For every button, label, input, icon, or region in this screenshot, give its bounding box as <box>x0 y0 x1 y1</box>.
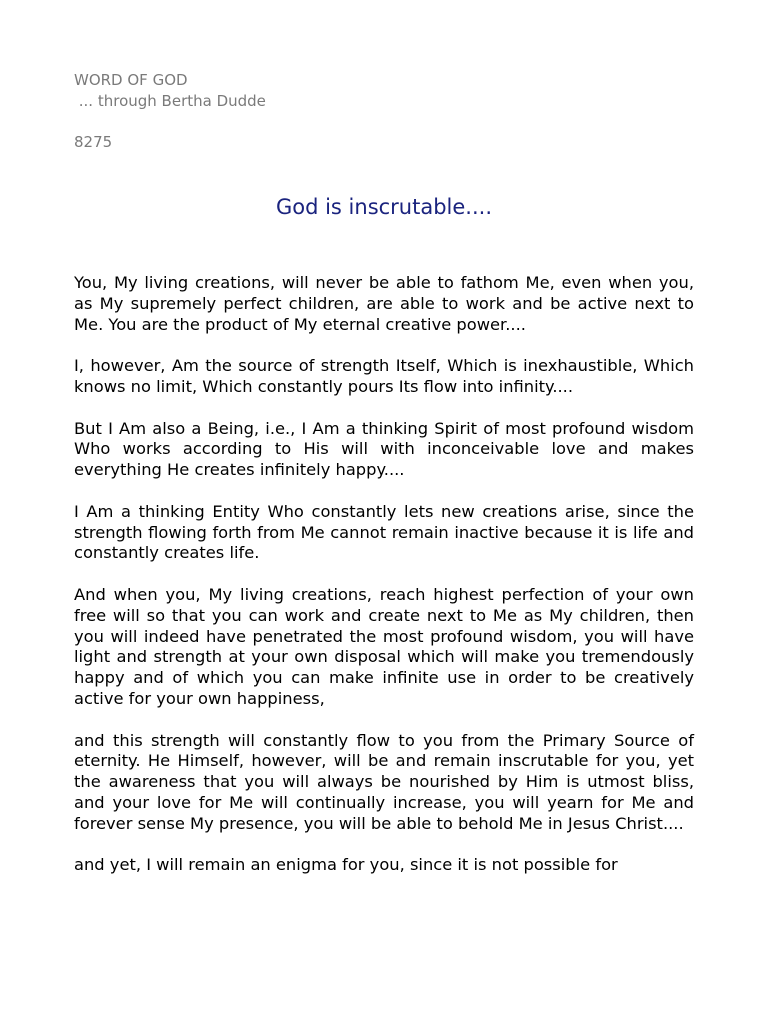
paragraph: And when you, My living creations, reach highest perfection of your own free will so that you can work and create next to Me as My children, then you will indeed have penetrated the most profound wisdom, you will have light and strength at your own disposal which will make you tremendously happy and of which you can make infinite use in order to be creatively active for your own happiness, <box>74 584 694 708</box>
document-number: 8275 <box>74 133 113 151</box>
paragraph: I Am a thinking Entity Who constantly lets new creations arise, since the strength flowing forth from Me cannot remain inactive because it is life and constantly creates life. <box>74 501 694 563</box>
paragraph: and this strength will constantly flow to you from the Primary Source of eternity. He Himself, however, will be and remain inscrutable for you, yet the awareness that you will always be nourished by Him is utmost bliss, and your love for Me will continually increase, you will yearn for Me and forever sense My presence, you will be able to behold Me in Jesus Christ.... <box>74 730 694 833</box>
document-body <box>74 273 694 876</box>
paragraph: and yet, I will remain an enigma for you, since it is not possible for <box>74 855 618 875</box>
paragraph: But I Am also a Being, i.e., I Am a thinking Spirit of most profound wisdom Who works according to His will with inconceivable love and makes everything He creates infinitely happy.... <box>74 418 694 480</box>
header-title: WORD OF GOD <box>74 71 188 89</box>
paragraph: I, however, Am the source of strength Itself, Which is inexhaustible, Which knows no limit, Which constantly pours Its flow into infinity.... <box>74 356 694 396</box>
document-title: God is inscrutable.... <box>275 195 493 219</box>
paragraph: You, My living creations, will never be able to fathom Me, even when you, as My supremely perfect children, are able to work and be active next to Me. You are the product of My eternal creative power.... <box>74 273 694 334</box>
header-subtitle: ... through Bertha Dudde <box>74 92 266 110</box>
